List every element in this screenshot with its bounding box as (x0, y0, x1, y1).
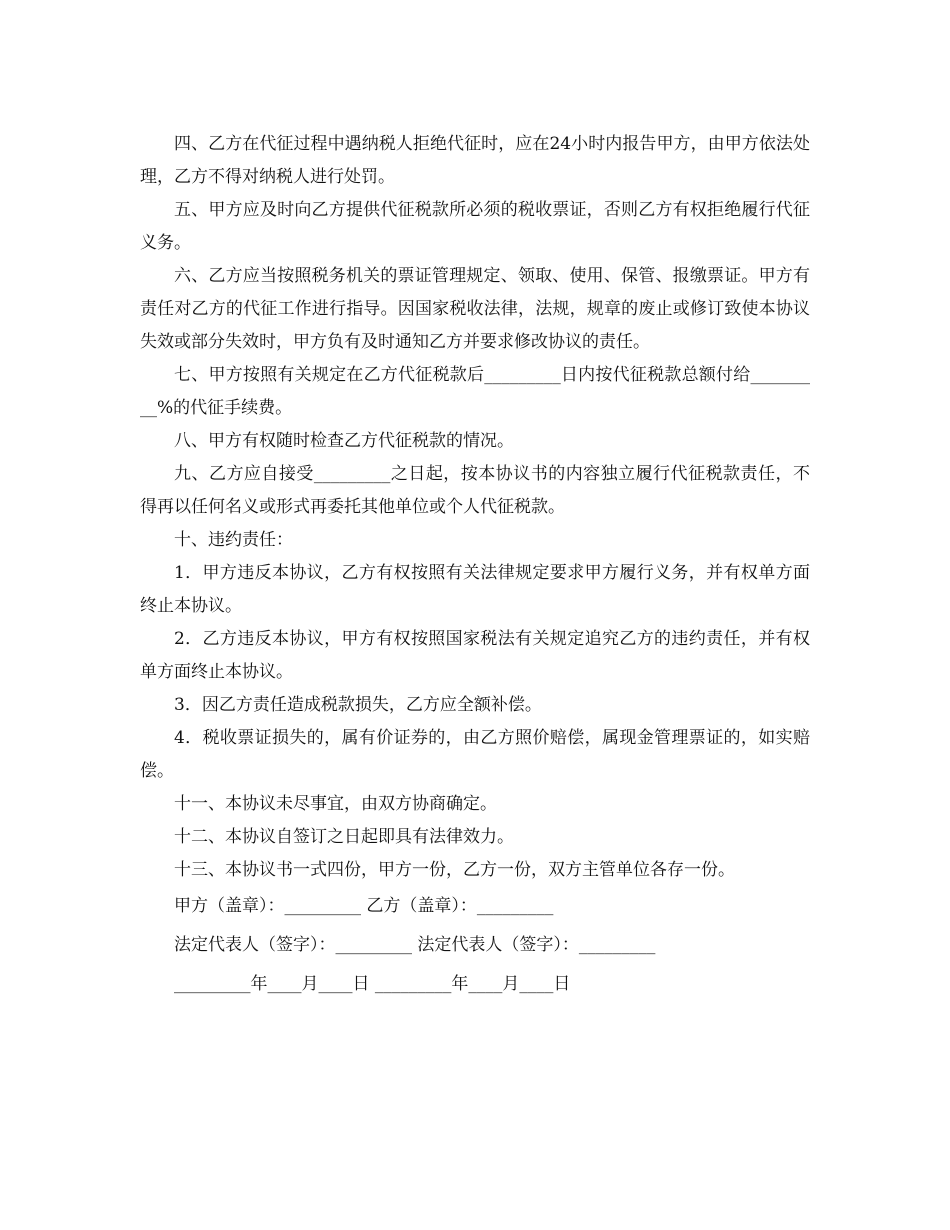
clause-13: 十三、本协议书一式四份，甲方一份，乙方一份，双方主管单位各存一份。 (174, 860, 735, 880)
legal-representative-line: 法定代表人（签字）：_________ 法定代表人（签字）：_________ (174, 935, 656, 955)
clause-4: 四、乙方在代征过程中遇纳税人拒绝代征时，应在24小时内报告甲方，由甲方依法处理，乙方不得对纳税人进行处罚。 (140, 134, 810, 187)
clause-7: 七、甲方按照有关规定在乙方代征税款后_________日内按代征税款总额付给_________%的代征手续费。 (140, 365, 810, 418)
clause-10-heading: 十、违约责任： (174, 530, 293, 550)
clause-9: 九、乙方应自接受_________之日起，按本协议书的内容独立履行代征税款责任，不得再以任何名义或形式再委托其他单位或个人代征税款。 (140, 464, 810, 517)
contract-page (140, 128, 810, 1004)
liability-item-4: 4．税收票证损失的，属有价证券的，由乙方照价赔偿，属现金管理票证的，如实赔偿。 (140, 728, 810, 781)
party-seal-line: 甲方（盖章）：_________ 乙方（盖章）：_________ (174, 896, 554, 916)
liability-item-1: 1．甲方违反本协议，乙方有权按照有关法律规定要求甲方履行义务，并有权单方面终止本协议。 (140, 563, 810, 616)
date-line: _________年____月____日 _________年____月____日 (174, 974, 571, 994)
clause-12: 十二、本协议自签订之日起即具有法律效力。 (174, 827, 514, 847)
clause-8: 八、甲方有权随时检查乙方代征税款的情况。 (174, 431, 514, 451)
signature-block (140, 887, 810, 1004)
clause-11: 十一、本协议未尽事宜，由双方协商确定。 (174, 794, 497, 814)
liability-item-3: 3．因乙方责任造成税款损失，乙方应全额补偿。 (174, 695, 542, 715)
clause-6: 六、乙方应当按照税务机关的票证管理规定、领取、使用、保管、报缴票证。甲方有责任对乙方的代征工作进行指导。因国家税收法律，法规，规章的废止或修订致使本协议失效或部分失效时，甲方负有及时通知乙方并要求修改协议的责任。 (140, 266, 810, 352)
liability-item-2: 2．乙方违反本协议，甲方有权按照国家税法有关规定追究乙方的违约责任，并有权单方面终止本协议。 (140, 629, 810, 682)
clause-5: 五、甲方应及时向乙方提供代征税款所必须的税收票证，否则乙方有权拒绝履行代征义务。 (140, 200, 810, 253)
